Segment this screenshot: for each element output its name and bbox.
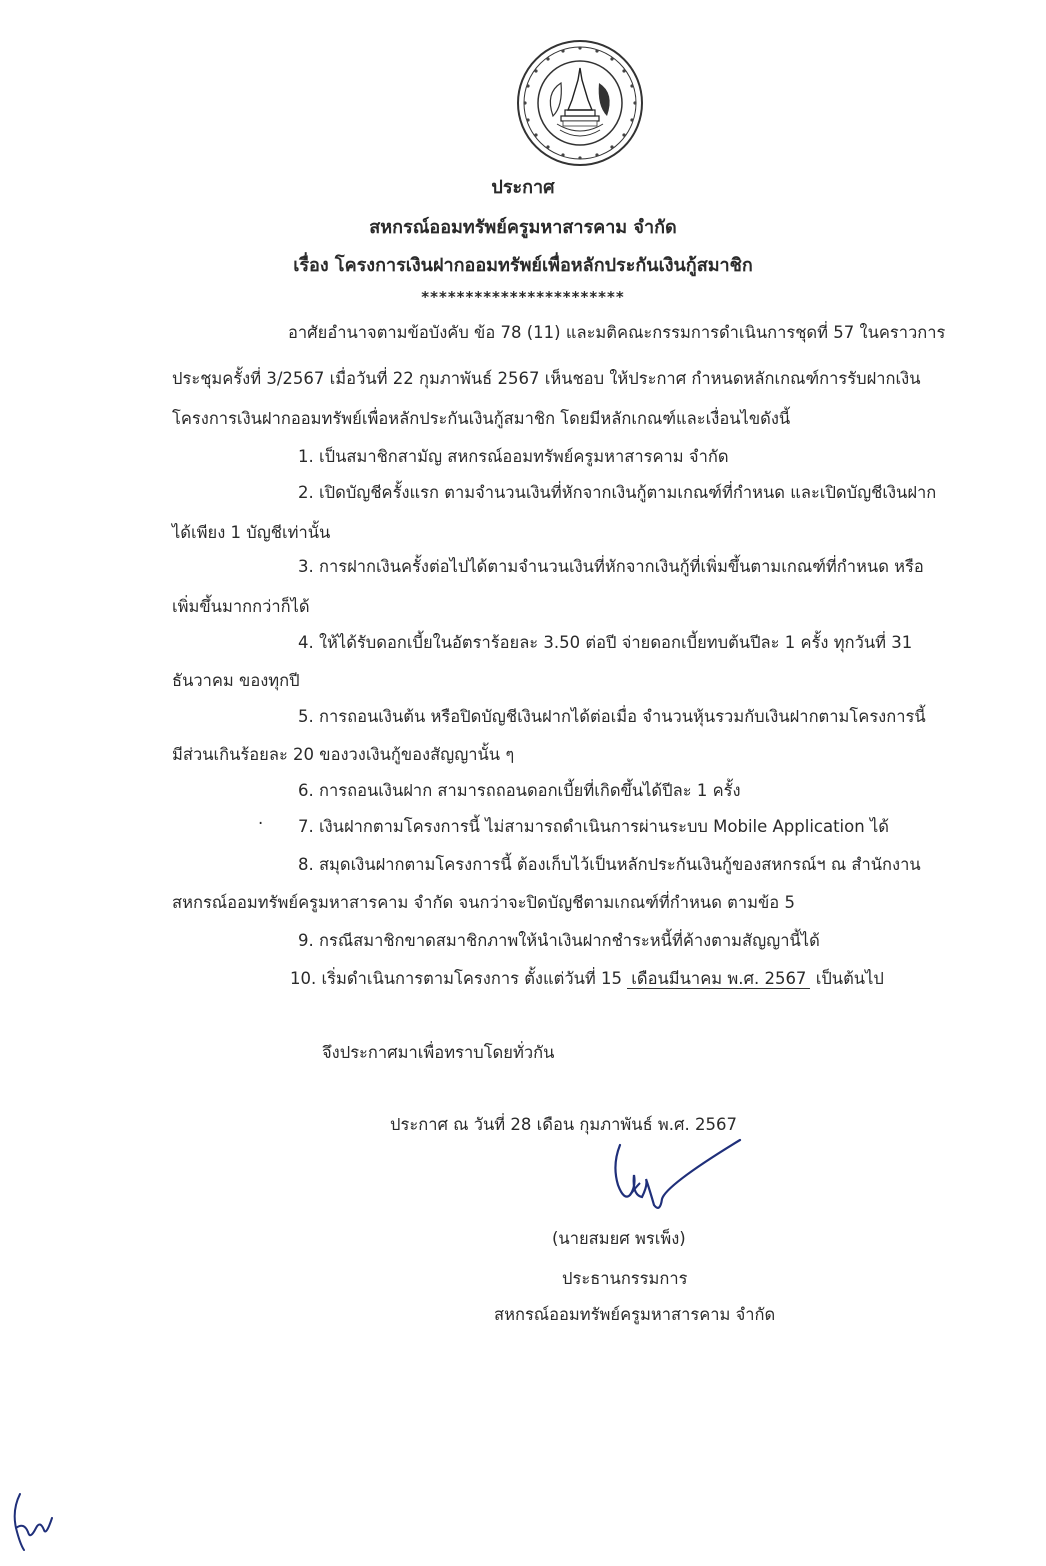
item-4-line-2: ธันวาคม ของทุกปี: [172, 671, 300, 690]
item-10-prefix: 10. เริ่มดำเนินการตามโครงการ ตั้งแต่วันที่ 15: [290, 969, 622, 988]
item-10: [290, 966, 884, 992]
intro-line-3: โครงการเงินฝากออมทรัพย์เพื่อหลักประกันเงินกู้สมาชิก โดยมีหลักเกณฑ์และเงื่อนไขดังนี้: [172, 409, 791, 428]
item-3-line-1: 3. การฝากเงินครั้งต่อไปได้ตามจำนวนเงินที่หักจากเงินกู้ที่เพิ่มขึ้นตามเกณฑ์ที่กำหนด หรือ: [298, 557, 924, 576]
item-1: 1. เป็นสมาชิกสามัญ สหกรณ์ออมทรัพย์ครูมหาสารคาม จำกัด: [298, 447, 729, 466]
item-2-line-1: 2. เปิดบัญชีครั้งแรก ตามจำนวนเงินที่หักจากเงินกู้ตามเกณฑ์ที่กำหนด และเปิดบัญชีเงินฝาก: [298, 483, 937, 502]
item-8-line-1: 8. สมุดเงินฝากตามโครงการนี้ ต้องเก็บไว้เป็นหลักประกันเงินกู้ของสหกรณ์ฯ ณ สำนักงาน: [298, 855, 921, 874]
intro-line-1: อาศัยอำนาจตามข้อบังคับ ข้อ 78 (11) และมติคณะกรรมการดำเนินการชุดที่ 57 ในคราวการ: [288, 323, 946, 342]
cooperative-seal-logo: [515, 38, 645, 168]
announcement-title: ประกาศ: [491, 177, 555, 198]
item-6: 6. การถอนเงินฝาก สามารถถอนดอกเบี้ยที่เกิดขึ้นได้ปีละ 1 ครั้ง: [298, 781, 741, 800]
item-9: 9. กรณีสมาชิกขาดสมาชิกภาพให้นำเงินฝากชำระหนี้ที่ค้างตามสัญญานี้ได้: [298, 931, 820, 950]
item-10-start-date: เดือนมีนาคม พ.ศ. 2567: [627, 969, 810, 989]
separator-stars: ***********************: [421, 288, 625, 306]
signer-organization: สหกรณ์ออมทรัพย์ครูมหาสารคาม จำกัด: [494, 1305, 776, 1324]
announcement-subject: เรื่อง โครงการเงินฝากออมทรัพย์เพื่อหลักประกันเงินกู้สมาชิก: [293, 255, 753, 276]
signer-name: (นายสมยศ พรเพ็ง): [552, 1229, 686, 1248]
item-7: 7. เงินฝากตามโครงการนี้ ไม่สามารถดำเนินการผ่านระบบ Mobile Application ได้: [298, 817, 889, 836]
margin-initials-mark: [6, 1488, 56, 1558]
intro-line-2: ประชุมครั้งที่ 3/2567 เมื่อวันที่ 22 กุมภาพันธ์ 2567 เห็นชอบ ให้ประกาศ กำหนดหลักเกณฑ์การรับฝากเงิน: [172, 369, 921, 388]
closing-statement: จึงประกาศมาเพื่อทราบโดยทั่วกัน: [322, 1043, 555, 1062]
item-7-bullet-mark: ·: [258, 814, 264, 833]
item-2-line-2: ได้เพียง 1 บัญชีเท่านั้น: [172, 523, 331, 542]
item-5-line-2: มีส่วนเกินร้อยละ 20 ของวงเงินกู้ของสัญญานั้น ๆ: [172, 745, 515, 764]
item-5-line-1: 5. การถอนเงินต้น หรือปิดบัญชีเงินฝากได้ต่อเมื่อ จำนวนหุ้นรวมกับเงินฝากตามโครงการนี้: [298, 707, 926, 726]
item-8-line-2: สหกรณ์ออมทรัพย์ครูมหาสารคาม จำกัด จนกว่าจะปิดบัญชีตามเกณฑ์ที่กำหนด ตามข้อ 5: [172, 893, 795, 912]
signer-position: ประธานกรรมการ: [562, 1269, 688, 1288]
item-3-line-2: เพิ่มขึ้นมากกว่าก็ได้: [172, 597, 310, 616]
organization-name: สหกรณ์ออมทรัพย์ครูมหาสารคาม จำกัด: [369, 217, 677, 238]
handwritten-signature: [590, 1135, 750, 1225]
item-4-line-1: 4. ให้ได้รับดอกเบี้ยในอัตราร้อยละ 3.50 ต่อปี จ่ายดอกเบี้ยทบต้นปีละ 1 ครั้ง ทุกวันที่ 31: [298, 633, 913, 652]
item-10-suffix: เป็นต้นไป: [815, 969, 884, 988]
announcement-date-line: ประกาศ ณ วันที่ 28 เดือน กุมภาพันธ์ พ.ศ. 2567: [390, 1115, 737, 1134]
